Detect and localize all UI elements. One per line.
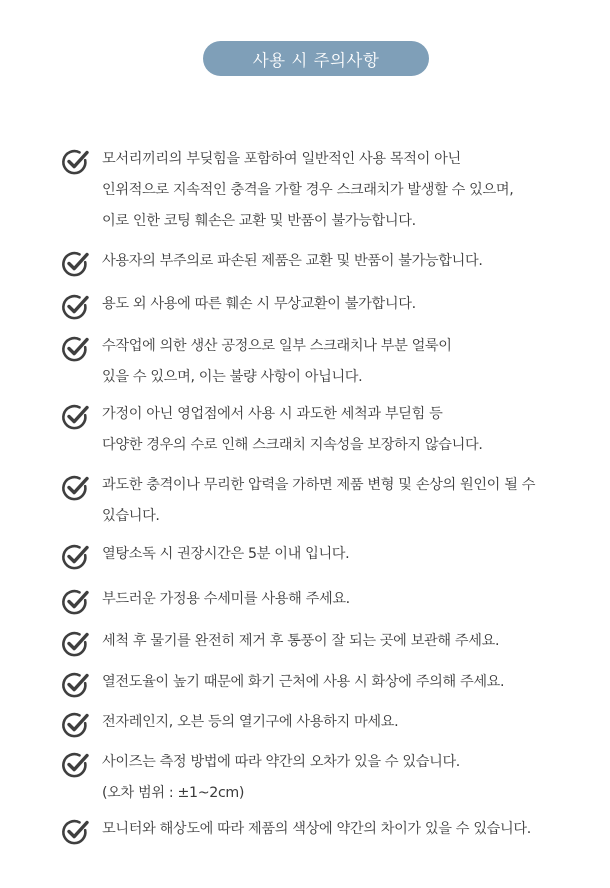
section-title: 사용 시 주의사항 [203,41,429,76]
caution-text-line: 있을 수 있으며, 이는 불량 사항이 아닙니다. [102,369,363,385]
caution-text-line: 인위적으로 지속적인 충격을 가할 경우 스크래치가 발생할 수 있으며, [102,182,514,198]
caution-text-line: (오차 범위 : ±1~2cm) [102,785,245,801]
checkmark-circle-icon [60,473,90,503]
caution-text-line: 부드러운 가정용 수세미를 사용해 주세요. [102,591,350,607]
caution-item [60,252,592,279]
caution-text-line: 과도한 충격이나 무리한 압력을 가하면 제품 변형 및 손상의 원인이 될 수 [102,477,536,493]
caution-text-line: 이로 인한 코팅 훼손은 교환 및 반품이 불가능합니다. [102,213,416,229]
checkmark-circle-icon [60,629,90,659]
caution-text-line: 있습니다. [102,508,160,524]
caution-text-line: 용도 외 사용에 따른 훼손 시 무상교환이 불가합니다. [102,296,416,312]
caution-text-line: 열전도율이 높기 때문에 화기 근처에 사용 시 화상에 주의해 주세요. [102,674,505,690]
caution-item [60,632,592,659]
checkmark-circle-icon [60,334,90,364]
caution-item [60,820,592,847]
caution-item [60,476,592,532]
checkmark-circle-icon [60,817,90,847]
caution-text-line: 사용자의 부주의로 파손된 제품은 교환 및 반품이 불가능합니다. [102,253,483,269]
checkmark-circle-icon [60,542,90,572]
caution-text-line: 모서리끼리의 부딪힘을 포함하여 일반적인 사용 목적이 아닌 [102,151,461,167]
checkmark-circle-icon [60,587,90,617]
caution-text-line: 세척 후 물기를 완전히 제거 후 통풍이 잘 되는 곳에 보관해 주세요. [102,633,500,649]
caution-item [60,295,592,322]
caution-text-line: 사이즈는 측정 방법에 따라 약간의 오차가 있을 수 있습니다. [102,754,460,770]
caution-item [60,590,592,617]
caution-item [60,673,592,700]
caution-item [60,150,592,237]
caution-text-line: 모니터와 해상도에 따라 제품의 색상에 약간의 차이가 있을 수 있습니다. [102,821,531,837]
caution-text-line: 수작업에 의한 생산 공정으로 일부 스크래치나 부분 얼룩이 [102,338,452,354]
checkmark-circle-icon [60,249,90,279]
caution-item [60,405,592,461]
checkmark-circle-icon [60,147,90,177]
caution-item [60,545,592,572]
caution-item [60,337,592,393]
checkmark-circle-icon [60,750,90,780]
caution-item [60,713,592,740]
checkmark-circle-icon [60,710,90,740]
caution-item [60,753,592,809]
caution-text-line: 가정이 아닌 영업점에서 사용 시 과도한 세척과 부딛힘 등 [102,406,443,422]
caution-text-line: 전자레인지, 오븐 등의 열기구에 사용하지 마세요. [102,714,399,730]
caution-text-line: 다양한 경우의 수로 인해 스크래치 지속성을 보장하지 않습니다. [102,437,483,453]
checkmark-circle-icon [60,402,90,432]
checkmark-circle-icon [60,292,90,322]
caution-text-line: 열탕소독 시 권장시간은 5분 이내 입니다. [102,546,350,562]
checkmark-circle-icon [60,670,90,700]
